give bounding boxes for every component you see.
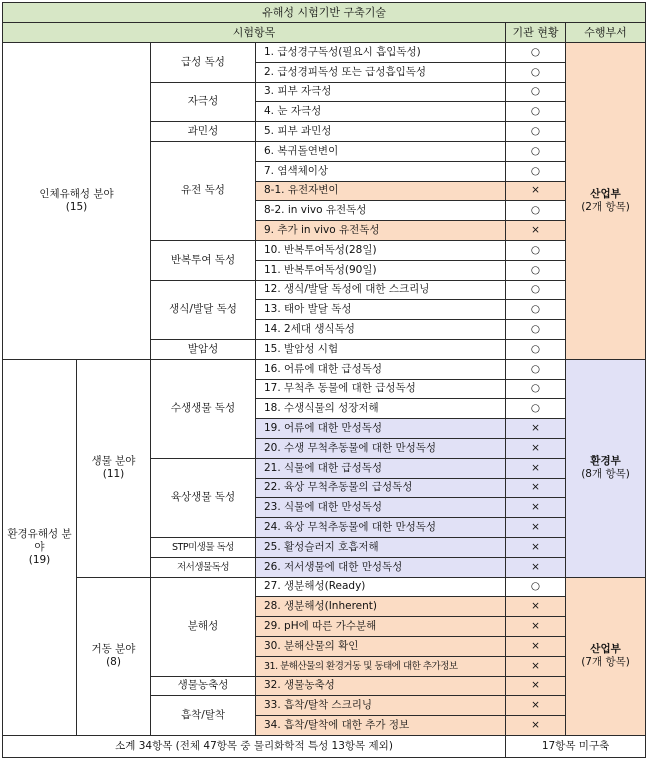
test-item: 28. 생분해성(Inherent)	[256, 597, 506, 617]
group-bioaccumulation: 생물농축성	[151, 676, 256, 696]
status-mark: ×	[506, 419, 566, 439]
dept-industry-2	[566, 577, 646, 735]
environmental-count: (19)	[28, 553, 51, 566]
test-item: 29. pH에 따른 가수분해	[256, 617, 506, 637]
group-terrestrial-toxicity: 육상생물 독성	[151, 458, 256, 537]
biology-name: 생물 분야	[91, 455, 136, 468]
test-item: 24. 육상 무척추동물에 대한 만성독성	[256, 518, 506, 538]
status-mark: ○	[506, 43, 566, 63]
test-item: 22. 육상 무척추동물의 급성독성	[256, 478, 506, 498]
test-item: 26. 저서생물에 대한 만성독성	[256, 557, 506, 577]
status-mark: ○	[506, 62, 566, 82]
status-mark: ○	[506, 82, 566, 102]
group-sediment-toxicity: 저서생물독성	[151, 557, 256, 577]
fate-subcategory	[77, 577, 151, 735]
status-mark: ○	[506, 280, 566, 300]
status-mark: ×	[506, 716, 566, 736]
status-mark: ×	[506, 656, 566, 676]
group-acute-toxicity: 급성 독성	[151, 43, 256, 83]
human-health-category	[3, 43, 151, 360]
test-infrastructure-table	[2, 2, 646, 758]
test-item: 32. 생물농축성	[256, 676, 506, 696]
status-mark: ×	[506, 676, 566, 696]
status-mark: ○	[506, 577, 566, 597]
environmental-category	[3, 359, 77, 735]
group-genetic-toxicity: 유전 독성	[151, 141, 256, 240]
dept-industry-name-2: 산업부	[590, 643, 621, 656]
footer-summary: 소계 34항목 (전체 47항목 중 물리화학적 특성 13항목 제외)	[3, 735, 506, 757]
test-item: 1. 급성경구독성(필요시 흡입독성)	[256, 43, 506, 63]
status-mark: ×	[506, 181, 566, 201]
human-health-count: (15)	[65, 200, 88, 213]
status-mark: ○	[506, 201, 566, 221]
status-mark: ×	[506, 537, 566, 557]
dept-industry-name: 산업부	[590, 187, 621, 200]
test-item: 13. 태아 발달 독성	[256, 300, 506, 320]
header-test-items: 시험항목	[3, 23, 506, 43]
environmental-name: 환경유해성 분야	[7, 527, 72, 553]
status-mark: ○	[506, 260, 566, 280]
test-item: 7. 염색체이상	[256, 161, 506, 181]
group-degradation: 분해성	[151, 577, 256, 676]
status-mark: ○	[506, 102, 566, 122]
test-item: 27. 생분해성(Ready)	[256, 577, 506, 597]
test-item: 34. 흡착/탈착에 대한 추가 정보	[256, 716, 506, 736]
group-carcinogenicity: 발암성	[151, 339, 256, 359]
test-item: 31. 분해산물의 환경거동 및 동태에 대한 추가정보	[256, 656, 506, 676]
biology-count: (11)	[102, 468, 125, 481]
status-mark: ×	[506, 498, 566, 518]
test-item: 19. 어류에 대한 만성독성	[256, 419, 506, 439]
table-title: 유해성 시험기반 구축기술	[3, 3, 646, 23]
test-item: 2. 급성경피독성 또는 급성흡입독성	[256, 62, 506, 82]
group-sensitization: 과민성	[151, 122, 256, 142]
status-mark: ×	[506, 518, 566, 538]
status-mark: ○	[506, 161, 566, 181]
test-item: 9. 추가 in vivo 유전독성	[256, 221, 506, 241]
dept-environment-count: (8개 항목)	[581, 468, 630, 481]
group-reproductive: 생식/발달 독성	[151, 280, 256, 339]
test-item: 14. 2세대 생식독성	[256, 320, 506, 340]
fate-count: (8)	[106, 656, 121, 669]
status-mark: ×	[506, 597, 566, 617]
group-stp-microbial: STP미생물 독성	[151, 537, 256, 557]
dept-industry-count-2: (7개 항목)	[581, 656, 630, 669]
test-item: 10. 반복투여독성(28일)	[256, 240, 506, 260]
biology-subcategory	[77, 359, 151, 577]
status-mark: ○	[506, 359, 566, 379]
test-item: 30. 분해산물의 확인	[256, 636, 506, 656]
test-item: 6. 복귀돌연변이	[256, 141, 506, 161]
dept-industry-1	[566, 43, 646, 360]
status-mark: ×	[506, 557, 566, 577]
test-item: 12. 생식/발달 독성에 대한 스크리닝	[256, 280, 506, 300]
test-item: 15. 발암성 시험	[256, 339, 506, 359]
status-mark: ○	[506, 122, 566, 142]
test-item: 18. 수생식물의 성장저해	[256, 399, 506, 419]
test-item: 3. 피부 자극성	[256, 82, 506, 102]
status-mark: ×	[506, 458, 566, 478]
group-aquatic-toxicity: 수생생물 독성	[151, 359, 256, 458]
test-item: 21. 식물에 대한 급성독성	[256, 458, 506, 478]
test-item: 25. 활성슬러지 호흡저해	[256, 537, 506, 557]
status-mark: ○	[506, 320, 566, 340]
status-mark: ○	[506, 399, 566, 419]
dept-industry-count: (2개 항목)	[581, 200, 630, 213]
status-mark: ×	[506, 696, 566, 716]
group-repeated-dose: 반복투여 독성	[151, 240, 256, 280]
status-mark: ×	[506, 478, 566, 498]
dept-environment	[566, 359, 646, 577]
test-item: 23. 식물에 대한 만성독성	[256, 498, 506, 518]
header-department: 수행부서	[566, 23, 646, 43]
status-mark: ○	[506, 240, 566, 260]
test-item: 11. 반복투여독성(90일)	[256, 260, 506, 280]
status-mark: ×	[506, 221, 566, 241]
group-adsorption: 흡착/탈착	[151, 696, 256, 736]
human-health-name: 인체유해성 분야	[39, 187, 114, 200]
test-item: 4. 눈 자극성	[256, 102, 506, 122]
dept-environment-name: 환경부	[590, 455, 621, 468]
test-item: 20. 수생 무척추동물에 대한 만성독성	[256, 438, 506, 458]
status-mark: ○	[506, 141, 566, 161]
status-mark: ×	[506, 438, 566, 458]
status-mark: ○	[506, 339, 566, 359]
test-item: 5. 피부 과민성	[256, 122, 506, 142]
fate-name: 거동 분야	[91, 643, 136, 656]
status-mark: ○	[506, 379, 566, 399]
test-item: 8-2. in vivo 유전독성	[256, 201, 506, 221]
status-mark: ×	[506, 617, 566, 637]
status-mark: ×	[506, 636, 566, 656]
test-item: 8-1. 유전자변이	[256, 181, 506, 201]
test-item: 17. 무척추 동물에 대한 급성독성	[256, 379, 506, 399]
footer-missing-count: 17항목 미구축	[506, 735, 646, 757]
header-status: 기관 현황	[506, 23, 566, 43]
group-irritation: 자극성	[151, 82, 256, 122]
status-mark: ○	[506, 300, 566, 320]
test-item: 16. 어류에 대한 급성독성	[256, 359, 506, 379]
test-item: 33. 흡착/탈착 스크리닝	[256, 696, 506, 716]
